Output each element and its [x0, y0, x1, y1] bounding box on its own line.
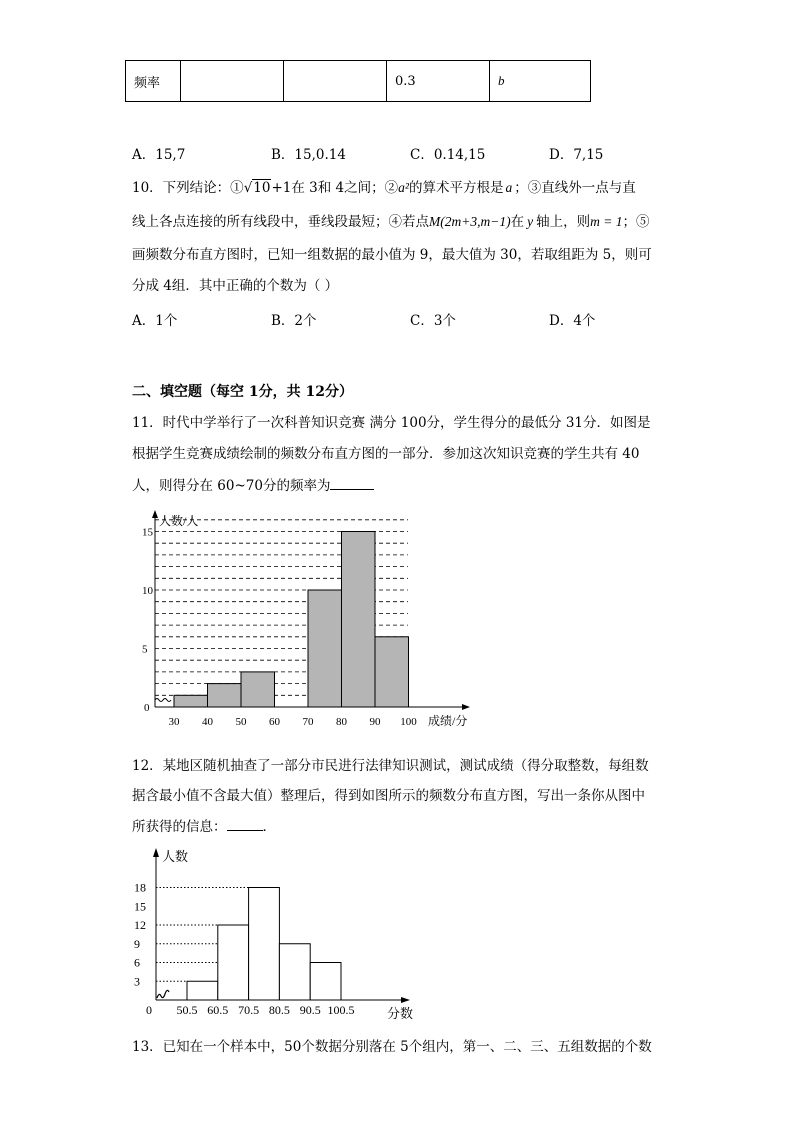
sqrt-arg: 10: [253, 180, 271, 196]
x-axis-arrow: [462, 704, 470, 710]
q13-line-1: 13．已知在一个样本中，50个数据分别落在 5个组内，第一、二、三、五组数据的个数: [132, 1039, 652, 1055]
y-tick-label: 15: [142, 526, 153, 539]
y-axis-arrow: [152, 510, 158, 518]
table-row: [126, 61, 591, 102]
histogram-bar: [218, 925, 249, 1000]
x-axis-arrow: [401, 997, 410, 1003]
chart-y-ticks: [142, 527, 154, 656]
sqrt-sign: √: [243, 180, 253, 196]
q9-option-c: C．0.14,15: [410, 147, 486, 163]
histogram-chart-11: [130, 505, 480, 730]
frequency-table: [125, 60, 591, 102]
chart-x-label: 成绩/分: [428, 714, 468, 728]
y-tick-label: 6: [134, 955, 140, 970]
histogram-bar: [279, 944, 310, 1000]
x-tick-label: 60.5: [207, 1003, 229, 1017]
x-tick-label: 70: [302, 716, 314, 728]
chart-x-ticks: [177, 1003, 355, 1017]
answer-blank: [330, 475, 374, 490]
q10-option-c: C．3个: [410, 313, 456, 329]
q11-line-2: 根据学生竞赛成绩绘制的频数分布直方图的一部分．参加这次知识竞赛的学生共有 40: [132, 446, 640, 462]
x-tick-label: 50: [235, 716, 247, 728]
y-tick-label: 15: [134, 899, 146, 914]
q10-option-b: B．2个: [271, 313, 317, 329]
y-tick-label: 18: [134, 880, 146, 895]
chart-bars: [174, 532, 409, 708]
chart-x-ticks: [169, 716, 418, 728]
histogram-bar: [241, 672, 275, 707]
axis-break-icon: [155, 699, 171, 702]
chart-bars: [187, 888, 341, 1001]
q11-line-3: 人，则得分在 60~70分的频率为: [132, 475, 374, 496]
x-tick-label: 100.5: [327, 1003, 355, 1017]
table-cell: [181, 61, 284, 102]
histogram-chart-12: [130, 842, 420, 1027]
histogram-bar: [174, 695, 208, 707]
x-tick-label: 60: [269, 716, 280, 728]
y-tick-label: 3: [134, 974, 140, 989]
chart-y-label: 人数/人: [159, 514, 199, 528]
histogram-bar: [208, 684, 242, 707]
x-tick-label: 90.5: [299, 1003, 321, 1017]
x-tick-label: 100: [400, 716, 417, 728]
chart-y-label: 人数: [162, 849, 189, 864]
table-cell: b: [490, 61, 591, 102]
q10-line-3: 画频数分布直方图时，已知一组数据的最小值为 9，最大值为 30，若取组距为 5，则可: [132, 247, 652, 263]
y-tick-label: 10: [142, 585, 153, 597]
chart-x-label: 分数: [387, 1006, 414, 1021]
table-cell: 频率: [126, 61, 181, 102]
histogram-bar: [310, 963, 341, 1001]
table-cell: 0.3: [387, 61, 490, 102]
y-tick-label: 9: [134, 936, 140, 951]
x-tick-label: 50.5: [176, 1003, 198, 1017]
q10-option-d: D．4个: [549, 313, 596, 329]
y-axis-arrow: [153, 848, 159, 857]
histogram-bar: [308, 590, 342, 707]
q10-line-2: 线上各点连接的所有线段中，垂线段最短；④若点M(2m+3,m−1)在 y 轴上，则m = 1；⑤: [132, 214, 650, 230]
table-cell: [284, 61, 387, 102]
q12-line-2: 据含最小值不含最大值）整理后，得到如图所示的频数分布直方图，写出一条你从图中: [132, 788, 645, 804]
x-tick-label: 30: [168, 716, 180, 728]
q9-option-d: D．7,15: [549, 147, 604, 163]
histogram-bar: [375, 637, 409, 707]
x-tick-label: 40: [202, 716, 213, 728]
x-tick-label: 90: [369, 716, 381, 728]
x-tick-label: 80.5: [268, 1003, 290, 1017]
q9-option-b: B．15,0.14: [271, 147, 346, 163]
q9-option-a: A．15,7: [132, 147, 186, 163]
q12-line-3: 所获得的信息： ．: [132, 816, 276, 837]
chart-y-ticks: [134, 881, 146, 989]
y-tick-label: 5: [142, 643, 148, 656]
q10-line-1: 10．下列结论：①√10+1在 3和 4之间；②a²的算术平方根是 a ；③直线外一点与直: [132, 180, 636, 196]
answer-blank: [227, 816, 263, 831]
q10-line-4: 分成 4组．其中正确的个数为（ ）: [132, 278, 339, 294]
q12-line-1: 12．某地区随机抽查了一部分市民进行法律知识测试，测试成绩（得分取整数，每组数: [132, 758, 649, 774]
axis-break-icon: [157, 990, 169, 998]
q10-option-a: A．1个: [132, 313, 178, 329]
section-heading: 二、填空题（每空 1分，共 12分）: [132, 384, 353, 400]
histogram-bar: [342, 532, 376, 708]
chart-origin: 0: [146, 1003, 152, 1017]
x-tick-label: 80: [336, 716, 347, 728]
histogram-bar: [187, 981, 218, 1000]
y-tick-label: 12: [134, 918, 146, 932]
q11-line-1: 11．时代中学举行了一次科普知识竞赛 满分 100分，学生得分的最低分 31分．如图是: [132, 415, 651, 431]
histogram-bar: [249, 888, 280, 1001]
chart-origin: 0: [144, 702, 150, 714]
x-tick-label: 70.5: [238, 1003, 260, 1017]
